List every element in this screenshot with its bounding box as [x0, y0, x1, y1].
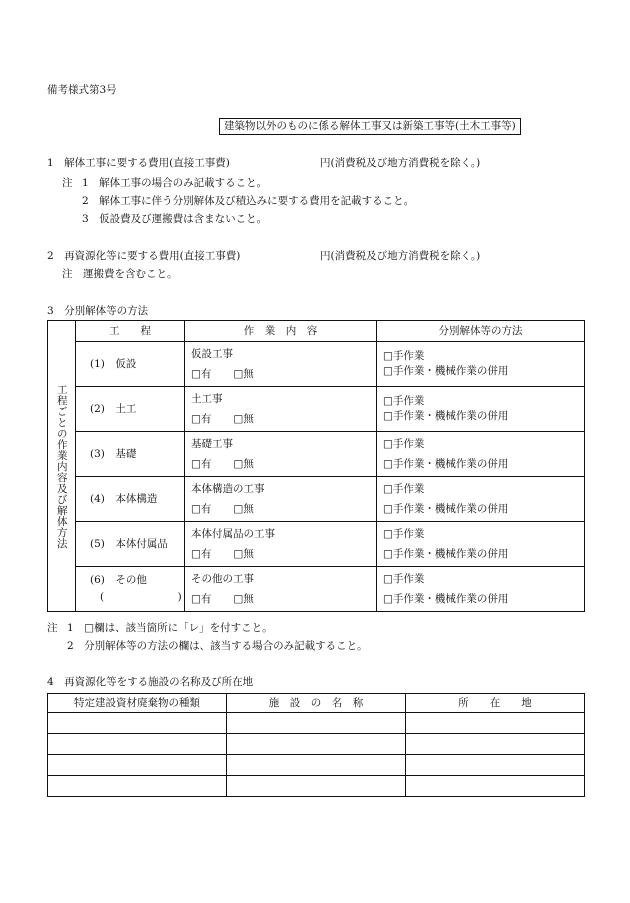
- process-cell: (5) 本体付属品: [76, 522, 185, 567]
- work-label: その他の工事: [191, 572, 254, 585]
- section1-note-1: 1 解体工事の場合のみ記載すること。: [82, 177, 268, 189]
- facility-name-field[interactable]: [227, 734, 406, 755]
- facility-name-field[interactable]: [227, 755, 406, 776]
- checkbox-manual[interactable]: □手作業: [383, 350, 425, 363]
- work-cell: [185, 342, 377, 387]
- checkbox-manual[interactable]: □手作業: [383, 437, 425, 450]
- header-waste-type: 特定建設資材廃棄物の種類: [48, 694, 227, 713]
- table-row: [48, 477, 585, 522]
- method-cell: [377, 387, 585, 432]
- table-row: [48, 387, 585, 432]
- checkbox-combined[interactable]: □手作業・機械作業の併用: [383, 502, 509, 515]
- table-row: [48, 734, 585, 755]
- other-blank[interactable]: ( ): [100, 591, 182, 603]
- work-label: 仮設工事: [191, 347, 233, 360]
- checkbox-manual[interactable]: □手作業: [383, 527, 425, 540]
- waste-type-field[interactable]: [48, 776, 227, 797]
- work-label: 本体付属品の工事: [191, 527, 275, 540]
- checkbox-combined[interactable]: □手作業・機械作業の併用: [383, 410, 509, 422]
- facility-table-header: [48, 694, 585, 713]
- section1-heading: 1 解体工事に要する費用(直接工事費): [47, 157, 230, 169]
- checkbox-no[interactable]: □無: [233, 592, 254, 605]
- section4-heading: 4 再資源化等をする施設の名称及び所在地: [47, 676, 254, 688]
- process-cell: (6) その他 ( ): [76, 567, 185, 612]
- checkbox-manual[interactable]: □手作業: [383, 395, 425, 408]
- section2-note: 注 運搬費を含むこと。: [62, 268, 178, 280]
- section2-unit: 円(消費税及び地方消費税を除く。): [320, 250, 481, 262]
- location-field[interactable]: [406, 776, 585, 797]
- checkbox-no[interactable]: □無: [233, 412, 254, 425]
- work-cell: [185, 567, 377, 612]
- checkbox-no[interactable]: □無: [233, 367, 254, 380]
- waste-type-field[interactable]: [48, 734, 227, 755]
- process-cell: (2) 土工: [76, 387, 185, 432]
- header-method: 分別解体等の方法: [377, 321, 585, 342]
- table-row: [48, 432, 585, 477]
- section1-note-3: 3 仮設費及び運搬費は含まないこと。: [82, 213, 268, 225]
- work-label: 基礎工事: [191, 437, 233, 450]
- work-cell: [185, 432, 377, 477]
- process-cell: (4) 本体構造: [76, 477, 185, 522]
- header-location: 所 在 地: [406, 694, 585, 713]
- work-cell: [185, 522, 377, 567]
- waste-type-field[interactable]: [48, 713, 227, 734]
- section1-note-2: 2 解体工事に伴う分別解体及び積込みに要する費用を記載すること。: [82, 195, 415, 207]
- location-field[interactable]: [406, 755, 585, 776]
- checkbox-no[interactable]: □無: [233, 547, 254, 560]
- form-title: 建築物以外のものに係る解体工事又は新築工事等(土木工事等): [219, 118, 521, 135]
- location-field[interactable]: [406, 713, 585, 734]
- table-row: [48, 755, 585, 776]
- facility-name-field[interactable]: [227, 713, 406, 734]
- section3-note-2: 2 分別解体等の方法の欄は、該当する場合のみ記載すること。: [67, 640, 368, 652]
- section3-note-label: 注: [47, 622, 58, 634]
- section1-note-label: 注: [62, 177, 73, 189]
- process-cell: (1) 仮設: [76, 342, 185, 387]
- checkbox-yes[interactable]: □有: [191, 547, 212, 560]
- section3-heading: 3 分別解体等の方法: [47, 305, 149, 317]
- method-cell: [377, 477, 585, 522]
- work-cell: [185, 477, 377, 522]
- header-facility-name: 施 設 の 名 称: [227, 694, 406, 713]
- location-field[interactable]: [406, 734, 585, 755]
- checkbox-manual[interactable]: □手作業: [383, 482, 425, 495]
- table-row: [48, 713, 585, 734]
- checkbox-yes[interactable]: □有: [191, 457, 212, 470]
- table-row: [48, 567, 585, 612]
- checkbox-yes[interactable]: □有: [191, 367, 212, 380]
- side-label: 工程ごとの作業内容及び解体方法: [48, 321, 76, 612]
- checkbox-no[interactable]: □無: [233, 457, 254, 470]
- header-work: 作 業 内 容: [185, 321, 377, 342]
- table-row: [48, 342, 585, 387]
- section1-unit: 円(消費税及び地方消費税を除く。): [320, 157, 481, 169]
- checkbox-no[interactable]: □無: [233, 502, 254, 515]
- checkbox-yes[interactable]: □有: [191, 592, 212, 605]
- process-cell: (3) 基礎: [76, 432, 185, 477]
- section3-note-1: 1 □欄は、該当箇所に「レ」を付すこと。: [67, 622, 273, 634]
- checkbox-combined[interactable]: □手作業・機械作業の併用: [383, 365, 509, 377]
- method-cell: [377, 342, 585, 387]
- facility-table: [47, 693, 585, 797]
- work-label: 土工事: [191, 392, 223, 405]
- checkbox-yes[interactable]: □有: [191, 502, 212, 515]
- checkbox-combined[interactable]: □手作業・機械作業の併用: [383, 547, 509, 560]
- method-table-header: [48, 321, 585, 342]
- checkbox-combined[interactable]: □手作業・機械作業の併用: [383, 457, 509, 470]
- table-row: [48, 522, 585, 567]
- checkbox-manual[interactable]: □手作業: [383, 572, 425, 585]
- method-table: [47, 320, 585, 612]
- header-process: 工 程: [76, 321, 185, 342]
- checkbox-yes[interactable]: □有: [191, 412, 212, 425]
- table-row: [48, 776, 585, 797]
- method-cell: [377, 522, 585, 567]
- form-number: 備考様式第3号: [47, 84, 117, 96]
- waste-type-field[interactable]: [48, 755, 227, 776]
- work-label: 本体構造の工事: [191, 482, 265, 495]
- method-cell: [377, 432, 585, 477]
- checkbox-combined[interactable]: □手作業・機械作業の併用: [383, 592, 509, 605]
- work-cell: [185, 387, 377, 432]
- section2-heading: 2 再資源化等に要する費用(直接工事費): [47, 250, 241, 262]
- facility-name-field[interactable]: [227, 776, 406, 797]
- method-cell: [377, 567, 585, 612]
